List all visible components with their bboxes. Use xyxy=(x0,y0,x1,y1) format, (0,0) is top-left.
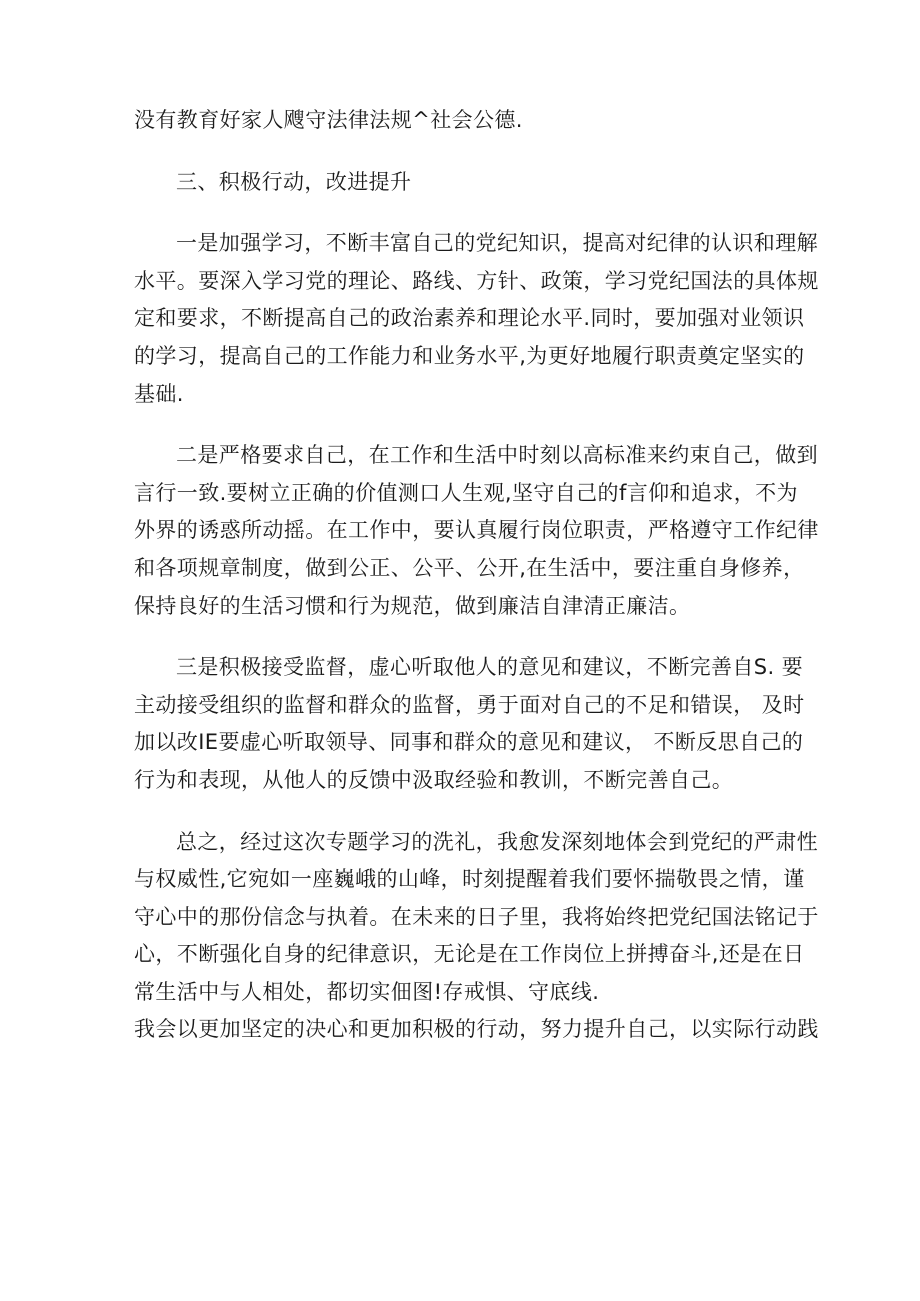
paragraph-accept-supervision xyxy=(134,649,805,799)
paragraph-gap xyxy=(134,625,774,649)
paragraph-gap xyxy=(134,800,774,824)
paragraph-line: 一是加强学习，不断丰富自己的党纪知识，提高对纪律的认识和理解 xyxy=(176,231,818,256)
paragraph-line: 基础. xyxy=(134,381,184,406)
paragraph-gap xyxy=(134,413,774,437)
paragraph-line: 守心中的那份信念与执着。在未来的日子里，我将始终把党纪国法铭记于 xyxy=(134,904,819,929)
paragraph-study xyxy=(134,225,819,413)
paragraph-line: 保持良好的生活习惯和行为规范，做到廉洁自津清正廉洁。 xyxy=(134,593,691,618)
paragraph-line: 加以改IE要虚心听取领导、同事和群众的意见和建议， 不断反思自己的 xyxy=(134,730,804,755)
paragraph-line: 总之，经过这次专题学习的洗礼，我愈发深刻地体会到党纪的严肃性 xyxy=(176,829,818,854)
paragraph-line: 和各项规章制度，做到公正、公平、公开,在生活中，要注重自身修养， xyxy=(134,555,805,580)
paragraph-strict-requirements xyxy=(134,437,819,625)
paragraph-line: 定和要求，不断提高自己的政治素养和理论水平.同时，要加强对业领识 xyxy=(134,306,805,331)
paragraph-conclusion xyxy=(134,824,819,1012)
paragraph-line: 水平。要深入学习党的理论、路线、方针、政策，学习党纪国法的具体规 xyxy=(134,268,819,293)
section-heading: 三、积极行动，改进提升 xyxy=(176,169,412,194)
paragraph-line: 三是积极接受监督，虚心听取他人的意见和建议，不断完善自S. 要 xyxy=(176,655,804,680)
paragraph-gap xyxy=(134,140,774,164)
paragraph-gap xyxy=(134,201,774,225)
paragraph-line: 二是严格要求自己，在工作和生活中时刻以高标准来约束自己，做到 xyxy=(176,443,818,468)
top-fragment-line: 没有教育好家人飕守法律法规^社会公德. xyxy=(134,108,523,132)
closing-line: 我会以更加坚定的决心和更加积极的行动，努力提升自己，以实际行动践 xyxy=(134,1017,819,1042)
paragraph-line: 的学习，提高自己的工作能力和业务水平,为更好地履行职责奠定坚实的 xyxy=(134,343,805,368)
paragraph-line: 常生活中与人相处，都切实佃图!存戒惧、守底线. xyxy=(134,979,600,1004)
paragraph-line: 主动接受组织的监督和群众的监督，勇于面对自己的不足和错误， 及时 xyxy=(134,692,805,717)
paragraph-line: 心，不断强化自身的纪律意识，无论是在工作岗位上拼搏奋斗,还是在日 xyxy=(134,942,805,967)
paragraph-line: 与权威性,它宛如一座巍峨的山峰，时刻提醒着我们要怀揣敬畏之情，谨 xyxy=(134,867,805,892)
document-body xyxy=(134,102,819,1049)
paragraph-line: 外界的诱惑所动摇。在工作中，要认真履行岗位职责，严格遵守工作纪律 xyxy=(134,518,819,543)
paragraph-line: 言行一致.要树立正确的价值测口人生观,坚守自己的f言仰和追求，不为 xyxy=(134,480,798,505)
paragraph-line: 行为和表现，从他人的反馈中汲取经验和教训，不断完善自己。 xyxy=(134,767,734,792)
